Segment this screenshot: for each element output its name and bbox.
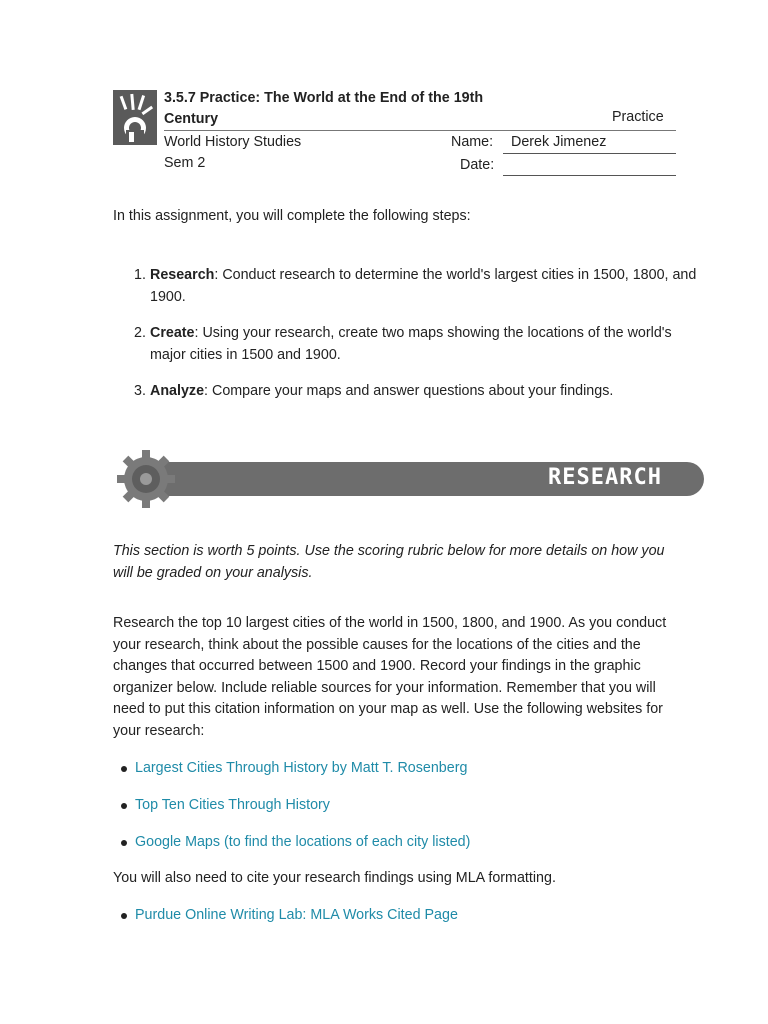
- step-text: : Conduct research to determine the world's largest cities in 1500, 1800, and 1900.: [150, 267, 697, 305]
- date-field[interactable]: [503, 175, 676, 176]
- list-item: [119, 758, 659, 795]
- course-info: [164, 132, 301, 174]
- assignment-type: Practice: [612, 109, 664, 125]
- link-largest-cities[interactable]: Largest Cities Through History by Matt T. Rosenberg: [135, 760, 468, 776]
- list-item: [150, 381, 710, 403]
- gear-icon: [117, 450, 175, 508]
- link-purdue-owl[interactable]: Purdue Online Writing Lab: MLA Works Cited Page: [135, 907, 458, 923]
- link-top-ten-cities[interactable]: Top Ten Cities Through History: [135, 797, 330, 813]
- list-item: [150, 265, 710, 308]
- step-term: Analyze: [150, 383, 205, 399]
- intro-text: In this assignment, you will complete the following steps:: [113, 208, 471, 224]
- steps-list: [113, 265, 710, 418]
- name-field[interactable]: Derek Jimenez: [503, 134, 676, 154]
- list-item: [119, 905, 659, 942]
- course-name: World History Studies: [164, 134, 302, 150]
- step-term: Research: [150, 267, 215, 283]
- link-google-maps[interactable]: Google Maps (to find the locations of each city listed): [135, 834, 471, 850]
- scoring-note: This section is worth 5 points. Use the scoring rubric below for more details on how you will be graded on your analysis.: [113, 543, 665, 581]
- section-title: RESEARCH: [548, 465, 662, 490]
- page-title: 3.5.7 Practice: The World at the End of the 19th Century: [164, 90, 484, 127]
- step-text: : Using your research, create two maps showing the locations of the world's major cities in 1500 and 1900.: [150, 325, 672, 363]
- cite-instructions: You will also need to cite your research findings using MLA formatting.: [113, 870, 556, 886]
- research-links: [119, 758, 659, 869]
- step-text: : Compare your maps and answer questions about your findings.: [204, 383, 614, 399]
- list-item: [119, 795, 659, 832]
- course-logo: [113, 90, 157, 145]
- list-item: [150, 323, 710, 366]
- date-label: Date:: [460, 157, 495, 173]
- list-item: [119, 832, 659, 869]
- cite-links: [119, 905, 659, 942]
- step-term: Create: [150, 325, 195, 341]
- header-divider: [164, 130, 676, 131]
- name-label: Name:: [451, 134, 494, 150]
- research-instructions: Research the top 10 largest cities of the world in 1500, 1800, and 1900. As you conduct your research, think about the possible causes for the locations of the cities and the changes that occurred between 1500 and 1900. Record your findings in the graphic organizer below. Include reliable sources for your information. Remember that you will need to put this citation information on your map as well. Use the following websites for your research:: [113, 615, 667, 739]
- semester: Sem 2: [164, 155, 206, 171]
